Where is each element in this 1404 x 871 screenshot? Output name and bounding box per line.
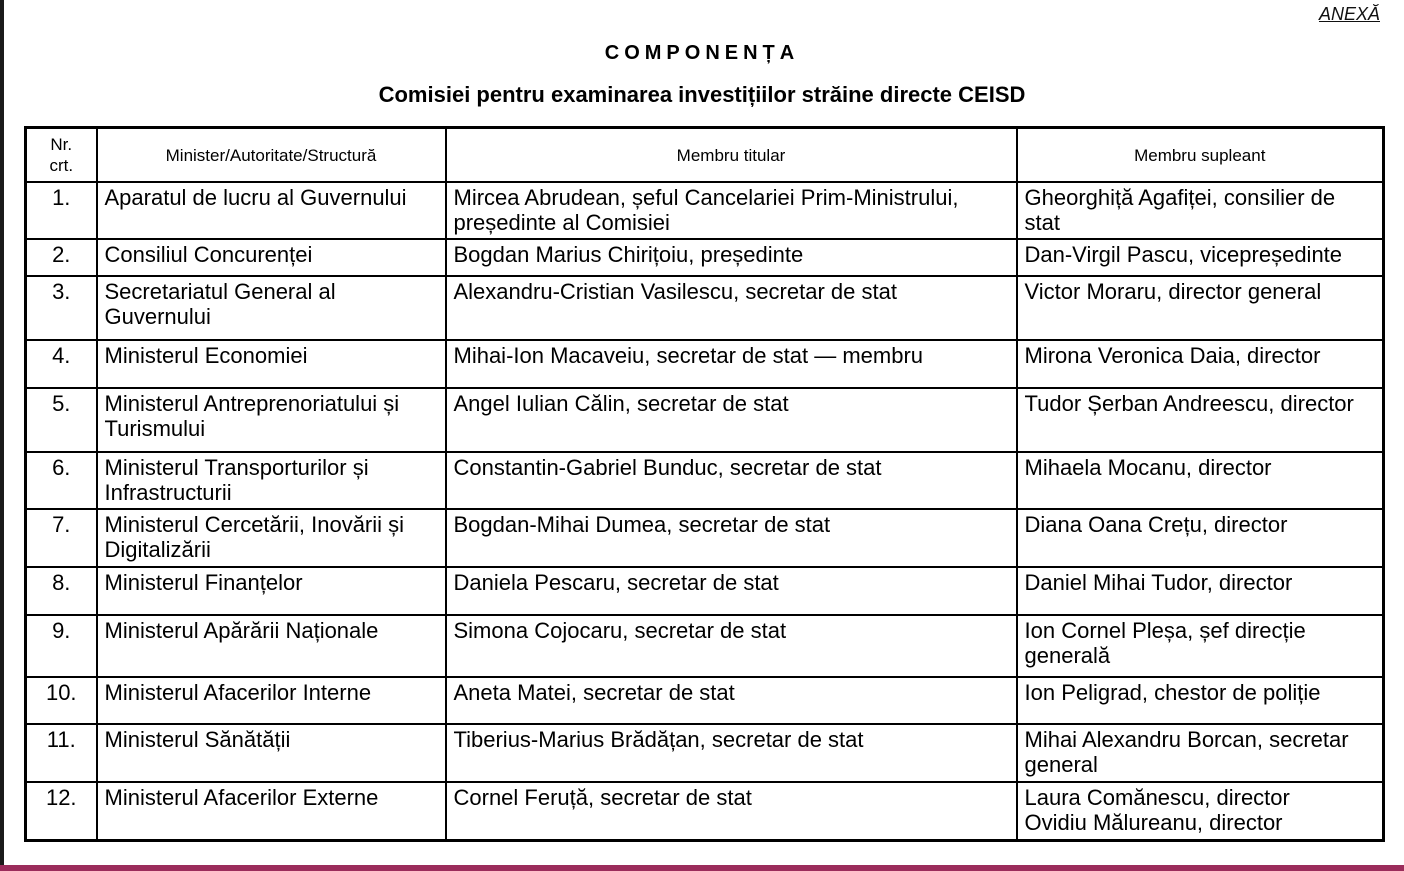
table-row [26, 340, 1384, 388]
cell-titular: Aneta Matei, secretar de stat [446, 677, 1017, 724]
cell-supleant: Victor Moraru, director general [1017, 276, 1384, 340]
cell-supleant: Dan-Virgil Pascu, vicepreședinte [1017, 239, 1384, 276]
table-row [26, 677, 1384, 724]
cell-minister: Secretariatul General al Guvernului [97, 276, 446, 340]
table-header-row [26, 128, 1384, 183]
cell-minister: Ministerul Sănătății [97, 724, 446, 782]
header-nr: Nr. crt. [26, 128, 97, 183]
cell-supleant: Mirona Veronica Daia, director [1017, 340, 1384, 388]
bottom-accent-bar [0, 865, 1404, 871]
table-row [26, 276, 1384, 340]
header-titular: Membru titular [446, 128, 1017, 183]
cell-minister: Ministerul Economiei [97, 340, 446, 388]
cell-titular: Simona Cojocaru, secretar de stat [446, 615, 1017, 677]
cell-minister: Ministerul Afacerilor Externe [97, 782, 446, 840]
table-row [26, 452, 1384, 509]
cell-minister: Ministerul Afacerilor Interne [97, 677, 446, 724]
left-edge-border [0, 0, 4, 871]
cell-minister: Ministerul Transporturilor și Infrastructurii [97, 452, 446, 509]
row-number: 2. [26, 239, 97, 276]
cell-supleant: Mihai Alexandru Borcan, secretar general [1017, 724, 1384, 782]
table-row [26, 615, 1384, 677]
table-row [26, 567, 1384, 615]
annex-label: ANEXĂ [1318, 4, 1380, 24]
cell-titular: Alexandru-Cristian Vasilescu, secretar de stat [446, 276, 1017, 340]
cell-supleant: Gheorghiță Agafiței, consilier de stat [1017, 182, 1384, 239]
cell-minister: Consiliul Concurenței [97, 239, 446, 276]
cell-minister: Ministerul Finanțelor [97, 567, 446, 615]
document-subtitle: Comisiei pentru examinarea investițiilor străine directe CEISD [378, 82, 1026, 107]
table-row [26, 724, 1384, 782]
table-row [26, 182, 1384, 239]
cell-titular: Bogdan Marius Chirițoiu, președinte [446, 239, 1017, 276]
row-number: 9. [26, 615, 97, 677]
row-number: 3. [26, 276, 97, 340]
members-table [24, 126, 1385, 842]
row-number: 7. [26, 509, 97, 567]
table-row [26, 239, 1384, 276]
cell-minister: Ministerul Apărării Naționale [97, 615, 446, 677]
row-number: 1. [26, 182, 97, 239]
cell-supleant: Ion Peligrad, chestor de poliție [1017, 677, 1384, 724]
cell-supleant: Ion Cornel Pleșa, șef direcție generală [1017, 615, 1384, 677]
row-number: 4. [26, 340, 97, 388]
cell-titular: Angel Iulian Călin, secretar de stat [446, 388, 1017, 452]
row-number: 6. [26, 452, 97, 509]
header-minister: Minister/Autoritate/Structură [97, 128, 446, 183]
cell-titular: Cornel Feruță, secretar de stat [446, 782, 1017, 840]
row-number: 8. [26, 567, 97, 615]
cell-supleant: Laura Comănescu, director Ovidiu Mălureanu, director [1017, 782, 1384, 840]
row-number: 12. [26, 782, 97, 840]
cell-titular: Constantin-Gabriel Bunduc, secretar de stat [446, 452, 1017, 509]
cell-titular: Mihai-Ion Macaveiu, secretar de stat — membru [446, 340, 1017, 388]
table-row [26, 388, 1384, 452]
cell-supleant: Daniel Mihai Tudor, director [1017, 567, 1384, 615]
cell-minister: Ministerul Cercetării, Inovării și Digitalizării [97, 509, 446, 567]
document-title: COMPONENȚA [604, 42, 800, 64]
cell-supleant: Tudor Șerban Andreescu, director [1017, 388, 1384, 452]
row-number: 5. [26, 388, 97, 452]
table-body [26, 182, 1384, 840]
cell-minister: Ministerul Antreprenoriatului și Turismului [97, 388, 446, 452]
cell-titular: Daniela Pescaru, secretar de stat [446, 567, 1017, 615]
cell-titular: Bogdan-Mihai Dumea, secretar de stat [446, 509, 1017, 567]
table-row [26, 782, 1384, 840]
cell-supleant: Diana Oana Crețu, director [1017, 509, 1384, 567]
cell-titular: Tiberius-Marius Brădățan, secretar de stat [446, 724, 1017, 782]
cell-titular: Mircea Abrudean, șeful Cancelariei Prim-Ministrului, președinte al Comisiei [446, 182, 1017, 239]
row-number: 11. [26, 724, 97, 782]
header-supleant: Membru supleant [1017, 128, 1384, 183]
table-row [26, 509, 1384, 567]
cell-supleant: Mihaela Mocanu, director [1017, 452, 1384, 509]
row-number: 10. [26, 677, 97, 724]
cell-minister: Aparatul de lucru al Guvernului [97, 182, 446, 239]
